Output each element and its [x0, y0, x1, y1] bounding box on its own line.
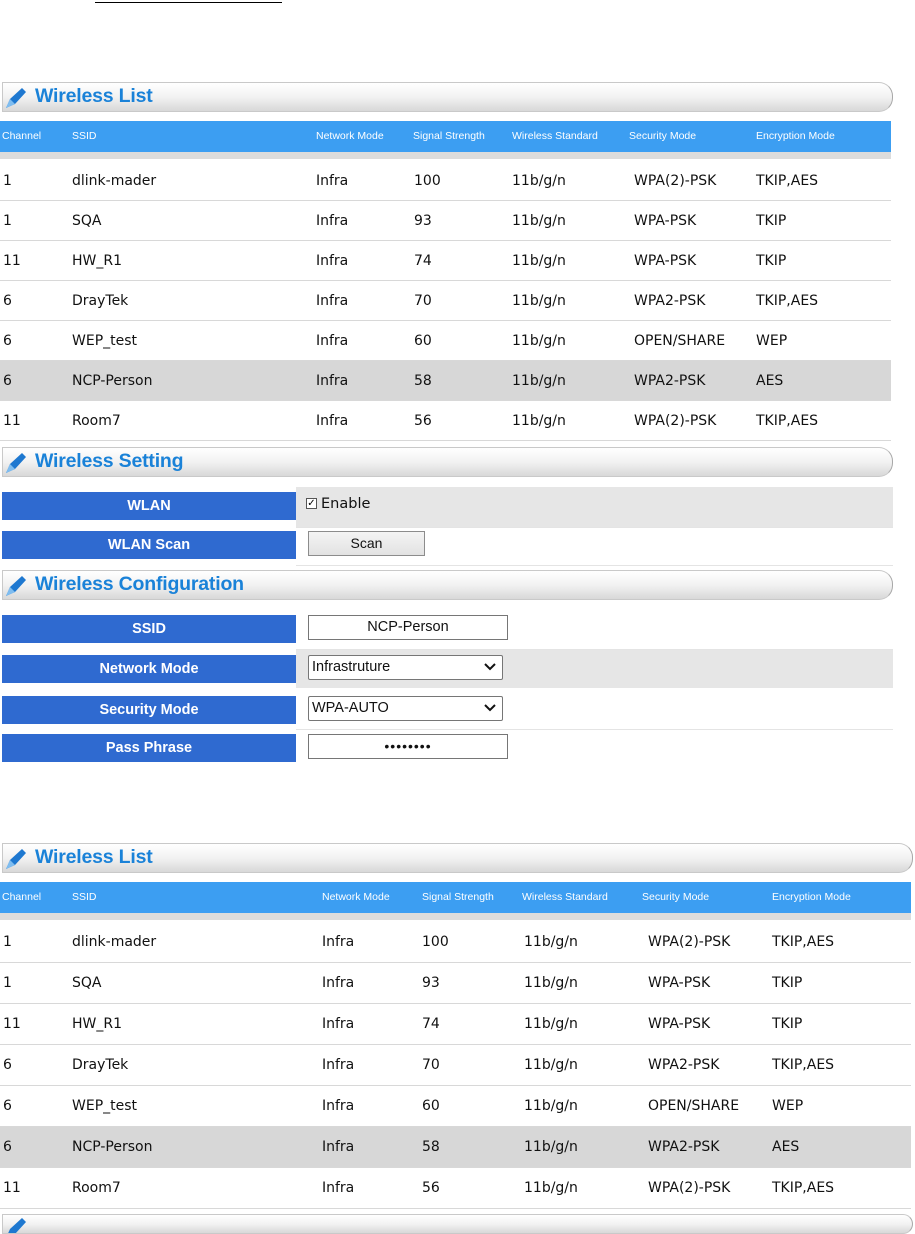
table-row[interactable]: [0, 963, 911, 1004]
wireless-list-header: [2, 843, 913, 873]
cell-mode: Infra: [316, 213, 349, 229]
cell-channel: 6: [3, 333, 12, 349]
cell-security: WPA(2)-PSK: [648, 934, 731, 950]
cell-channel: 1: [3, 213, 12, 229]
enable-label: Enable: [321, 496, 371, 512]
cell-mode: Infra: [316, 253, 349, 269]
wireless-list-header: [2, 82, 893, 112]
cell-channel: 6: [3, 1057, 12, 1073]
cell-encryption: AES: [756, 373, 784, 389]
cell-channel: 1: [3, 934, 12, 950]
chevron-down-icon: [484, 663, 496, 671]
column-header[interactable]: Network Mode: [316, 130, 384, 142]
cell-channel: 6: [3, 1139, 12, 1155]
cell-ssid: NCP-Person: [72, 373, 153, 389]
table-row[interactable]: [0, 1004, 911, 1045]
table-row[interactable]: [0, 1086, 911, 1127]
column-header[interactable]: Wireless Standard: [522, 891, 608, 903]
cell-security: OPEN/SHARE: [634, 333, 726, 349]
header-stripe: [0, 913, 911, 920]
cell-channel: 11: [3, 253, 21, 269]
cell-security: WPA-PSK: [634, 213, 697, 229]
cell-channel: 11: [3, 413, 21, 429]
cell-channel: 1: [3, 975, 12, 991]
cell-ssid: HW_R1: [72, 253, 123, 269]
cell-mode: Infra: [316, 333, 349, 349]
cell-ssid: WEP_test: [72, 333, 138, 349]
column-header[interactable]: Network Mode: [322, 891, 390, 903]
cell-signal: 58: [414, 373, 432, 389]
wireless-configuration-header: [2, 570, 893, 600]
cell-mode: Infra: [316, 293, 349, 309]
column-header[interactable]: Wireless Standard: [512, 130, 598, 142]
table-row[interactable]: [0, 401, 891, 441]
wlan-label: WLAN: [2, 492, 296, 520]
table-header: [0, 121, 891, 152]
ssid-label: SSID: [2, 615, 296, 643]
cell-encryption: TKIP: [772, 975, 803, 991]
cell-encryption: TKIP,AES: [772, 1057, 835, 1073]
cell-mode: Infra: [316, 173, 349, 189]
cell-ssid: DrayTek: [72, 293, 129, 309]
cell-standard: 11b/g/n: [524, 1139, 578, 1155]
cell-mode: Infra: [322, 934, 355, 950]
cell-security: WPA2-PSK: [648, 1057, 720, 1073]
table-row[interactable]: [0, 1045, 911, 1086]
cell-signal: 74: [414, 253, 432, 269]
wlan-scan-label: WLAN Scan: [2, 531, 296, 559]
cell-mode: Infra: [322, 1139, 355, 1155]
cell-channel: 6: [3, 373, 12, 389]
section-title: Wireless Setting: [35, 450, 184, 472]
cell-standard: 11b/g/n: [512, 413, 566, 429]
column-header[interactable]: SSID: [72, 891, 97, 903]
pass-phrase-input[interactable]: ••••••••: [308, 734, 508, 759]
row-divider: [296, 527, 893, 528]
column-header[interactable]: Signal Strength: [413, 130, 485, 142]
table-row[interactable]: [0, 922, 911, 963]
cell-signal: 100: [422, 934, 449, 950]
table-header: [0, 882, 911, 913]
cell-signal: 58: [422, 1139, 440, 1155]
cell-standard: 11b/g/n: [524, 1098, 578, 1114]
section-title: Wireless List: [35, 846, 153, 868]
cell-encryption: TKIP,AES: [756, 293, 819, 309]
security-mode-label: Security Mode: [2, 696, 296, 724]
row-divider: [296, 565, 893, 566]
cell-standard: 11b/g/n: [524, 1057, 578, 1073]
cell-mode: Infra: [316, 413, 349, 429]
cell-mode: Infra: [322, 1098, 355, 1114]
cell-standard: 11b/g/n: [524, 934, 578, 950]
cell-signal: 56: [422, 1180, 440, 1196]
cell-ssid: HW_R1: [72, 1016, 123, 1032]
cell-encryption: TKIP,AES: [756, 413, 819, 429]
security-mode-value: WPA-AUTO: [312, 700, 389, 716]
column-header[interactable]: Security Mode: [629, 130, 697, 142]
cell-mode: Infra: [316, 373, 349, 389]
table-row[interactable]: [0, 361, 891, 401]
cell-standard: 11b/g/n: [524, 975, 578, 991]
next-section-header: [2, 1214, 913, 1234]
cell-signal: 70: [414, 293, 432, 309]
chevron-down-icon: [484, 704, 496, 712]
ssid-input[interactable]: NCP-Person: [308, 615, 508, 640]
cell-channel: 1: [3, 173, 12, 189]
table-row[interactable]: [0, 201, 891, 241]
pass-phrase-label: Pass Phrase: [2, 734, 296, 762]
cell-ssid: dlink-mader: [72, 934, 157, 950]
cell-signal: 70: [422, 1057, 440, 1073]
top-divider: [95, 2, 282, 3]
cell-standard: 11b/g/n: [512, 293, 566, 309]
pen-icon: [5, 1217, 27, 1234]
pen-icon: [5, 575, 27, 597]
column-header[interactable]: SSID: [72, 130, 97, 142]
cell-encryption: WEP: [772, 1098, 804, 1114]
cell-standard: 11b/g/n: [512, 373, 566, 389]
row-divider: [296, 729, 893, 730]
cell-ssid: Room7: [72, 1180, 121, 1196]
cell-signal: 56: [414, 413, 432, 429]
cell-encryption: TKIP: [756, 213, 787, 229]
cell-ssid: DrayTek: [72, 1057, 129, 1073]
cell-ssid: Room7: [72, 413, 121, 429]
cell-security: OPEN/SHARE: [648, 1098, 740, 1114]
cell-mode: Infra: [322, 1057, 355, 1073]
table-row[interactable]: [0, 321, 891, 361]
cell-security: WPA2-PSK: [634, 293, 706, 309]
network-mode-value: Infrastruture: [312, 659, 391, 675]
cell-standard: 11b/g/n: [512, 173, 566, 189]
cell-standard: 11b/g/n: [512, 253, 566, 269]
table-row[interactable]: [0, 241, 891, 281]
column-header[interactable]: Channel: [2, 130, 42, 142]
table-row[interactable]: [0, 161, 891, 201]
header-stripe: [0, 152, 891, 159]
cell-standard: 11b/g/n: [524, 1180, 578, 1196]
cell-signal: 74: [422, 1016, 440, 1032]
cell-standard: 11b/g/n: [524, 1016, 578, 1032]
scan-button[interactable]: Scan: [308, 531, 425, 556]
cell-encryption: TKIP,AES: [772, 934, 835, 950]
cell-signal: 100: [414, 173, 441, 189]
cell-ssid: NCP-Person: [72, 1139, 153, 1155]
cell-encryption: TKIP: [772, 1016, 803, 1032]
cell-channel: 6: [3, 1098, 12, 1114]
cell-mode: Infra: [322, 975, 355, 991]
cell-mode: Infra: [322, 1016, 355, 1032]
cell-security: WPA(2)-PSK: [634, 173, 717, 189]
cell-mode: Infra: [322, 1180, 355, 1196]
wlan-enable-checkbox[interactable]: ✓: [307, 498, 316, 509]
cell-security: WPA2-PSK: [648, 1139, 720, 1155]
cell-encryption: AES: [772, 1139, 800, 1155]
cell-ssid: SQA: [72, 213, 102, 229]
column-header[interactable]: Signal Strength: [422, 891, 494, 903]
cell-channel: 11: [3, 1180, 21, 1196]
cell-security: WPA-PSK: [648, 975, 711, 991]
column-header[interactable]: Encryption Mode: [756, 130, 835, 142]
cell-security: WPA-PSK: [634, 253, 697, 269]
security-mode-select[interactable]: [308, 696, 503, 721]
network-mode-label: Network Mode: [2, 655, 296, 683]
table-row[interactable]: [0, 1168, 911, 1209]
cell-security: WPA(2)-PSK: [648, 1180, 731, 1196]
column-header[interactable]: Security Mode: [642, 891, 710, 903]
column-header[interactable]: Encryption Mode: [772, 891, 851, 903]
cell-encryption: TKIP,AES: [772, 1180, 835, 1196]
cell-signal: 93: [422, 975, 440, 991]
cell-encryption: WEP: [756, 333, 788, 349]
cell-security: WPA2-PSK: [634, 373, 706, 389]
column-header[interactable]: Channel: [2, 891, 42, 903]
cell-encryption: TKIP,AES: [756, 173, 819, 189]
cell-security: WPA-PSK: [648, 1016, 711, 1032]
pen-icon: [5, 87, 27, 109]
cell-ssid: WEP_test: [72, 1098, 138, 1114]
network-mode-select[interactable]: [308, 655, 503, 680]
cell-channel: 11: [3, 1016, 21, 1032]
cell-ssid: dlink-mader: [72, 173, 157, 189]
wlan-row-bg: [296, 487, 893, 527]
pen-icon: [5, 848, 27, 870]
cell-standard: 11b/g/n: [512, 213, 566, 229]
wireless-setting-header: [2, 447, 893, 477]
section-title: Wireless Configuration: [35, 573, 244, 595]
table-row[interactable]: [0, 281, 891, 321]
section-title: Wireless List: [35, 85, 153, 107]
cell-encryption: TKIP: [756, 253, 787, 269]
table-row[interactable]: [0, 1127, 911, 1168]
pen-icon: [5, 452, 27, 474]
cell-ssid: SQA: [72, 975, 102, 991]
cell-channel: 6: [3, 293, 12, 309]
cell-signal: 60: [422, 1098, 440, 1114]
cell-security: WPA(2)-PSK: [634, 413, 717, 429]
cell-standard: 11b/g/n: [512, 333, 566, 349]
cell-signal: 93: [414, 213, 432, 229]
cell-signal: 60: [414, 333, 432, 349]
